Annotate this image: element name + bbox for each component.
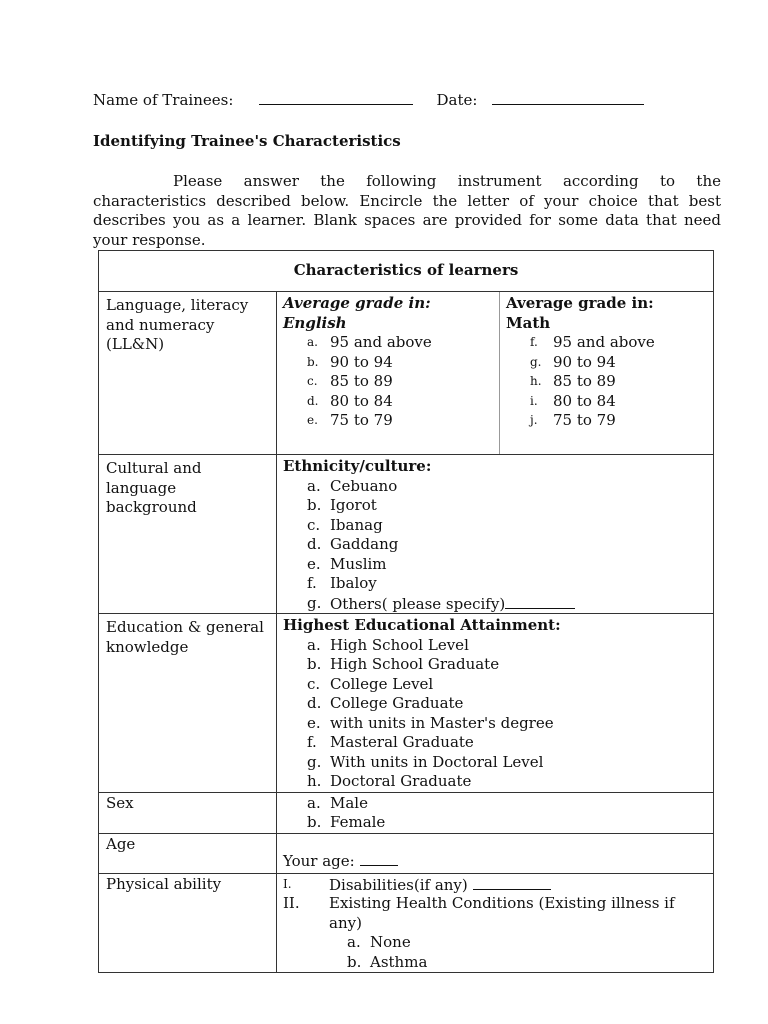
sex-cell [277,792,714,833]
option-letter: g. [530,354,542,369]
option-letter: a. [307,476,321,495]
specify-field[interactable] [505,594,575,609]
math-cell [500,292,714,455]
option-letter: I. [283,876,292,891]
date-label: Date: [436,91,478,109]
culture-option[interactable] [307,555,713,575]
physical-item[interactable] [283,894,705,933]
sex-options [277,794,713,833]
culture-option[interactable] [307,516,713,536]
health-option[interactable] [347,953,713,973]
english-option[interactable] [307,411,499,431]
option-text: College Level [330,674,434,693]
option-letter: h. [530,374,542,388]
education-title: Highest Educational Attainment: [283,616,561,634]
option-letter: c. [307,674,321,693]
option-letter: j. [530,413,538,427]
option-text: Muslim [330,554,387,573]
education-option[interactable] [307,675,713,695]
option-text: 80 to 84 [553,391,616,410]
llan-label: Language, literacy and numeracy (LL&N) [99,292,277,455]
english-option[interactable] [307,372,499,392]
culture-title: Ethnicity/culture: [283,457,432,475]
option-text: with units in Master's degree [330,713,554,732]
option-letter: g. [307,752,322,771]
english-cell [277,292,500,455]
option-letter: c. [307,374,318,388]
instructions-text: Please answer the following instrument according to the characteristics described below. Encircle the letter of your choice that best describes you as a learner. Blank spaces are provided for some data that need your response. [93,172,721,249]
physical-label: Physical ability [99,873,277,973]
option-letter: d. [307,393,319,408]
option-letter: e. [307,554,321,573]
culture-option[interactable] [307,594,713,614]
option-text: High School Level [330,635,469,654]
option-letter: f. [530,335,538,349]
table-heading: Characteristics of learners [99,251,714,292]
option-text: 95 and above [330,333,432,351]
option-text: High School Graduate [330,655,500,673]
math-title: Average grade in: Math [506,294,654,332]
characteristics-table [98,250,714,973]
sex-option[interactable] [307,813,713,833]
age-label: Age [99,833,277,873]
option-letter: a. [347,933,361,951]
option-letter: b. [307,354,319,369]
education-option[interactable] [307,636,713,656]
option-letter: b. [307,496,322,514]
education-label: Education & general knowledge [99,614,277,793]
age-cell [277,833,714,873]
culture-option[interactable] [307,477,713,497]
health-option[interactable] [347,933,713,953]
education-option[interactable] [307,733,713,753]
option-letter: a. [307,793,321,812]
education-option[interactable] [307,753,713,773]
option-text: 85 to 89 [330,372,393,390]
date-field[interactable] [492,89,644,105]
education-options [277,636,713,792]
education-option[interactable] [307,655,713,675]
option-letter: h. [307,772,322,790]
name-field[interactable] [259,89,413,105]
page-title: Identifying Trainee's Characteristics [93,132,401,150]
option-letter: II. [283,894,300,912]
education-cell [277,614,714,793]
option-letter: a. [307,635,321,654]
option-text: 75 to 79 [553,411,616,429]
option-text: 95 and above [553,333,655,351]
physical-items [277,875,713,934]
culture-option[interactable] [307,574,713,594]
option-text: Female [330,813,386,831]
physical-cell [277,873,714,973]
option-text: Asthma [370,952,428,971]
option-letter: e. [307,413,318,427]
math-option[interactable] [530,333,713,353]
option-text: Others( please specify) [330,594,506,613]
option-text: Male [330,793,368,812]
option-letter: f. [307,574,317,592]
option-text: 80 to 84 [330,391,393,410]
age-field[interactable] [360,851,398,866]
option-text: 90 to 94 [553,352,616,371]
option-letter: f. [307,733,317,751]
math-option[interactable] [530,411,713,431]
age-prompt: Your age: [283,852,355,870]
name-label: Name of Trainees: [93,91,234,109]
option-text: Disabilities(if any) [329,875,468,894]
english-title: Average grade in: English [283,294,431,332]
option-letter: e. [307,713,321,732]
option-text: Cebuano [330,476,398,495]
option-text: Igorot [330,496,377,514]
option-text: 85 to 89 [553,372,616,390]
option-letter: i. [530,393,538,408]
option-text: 90 to 94 [330,352,393,371]
sex-option[interactable] [307,794,713,814]
culture-label: Cultural and language background [99,455,277,614]
option-text: None [370,933,411,951]
header-line [93,89,673,111]
option-text: 75 to 79 [330,411,393,429]
culture-option[interactable] [307,535,713,555]
option-text: Doctoral Graduate [330,772,472,790]
option-letter: a. [307,335,318,349]
education-option[interactable] [307,772,713,792]
instructions [93,172,721,250]
physical-item[interactable] [283,875,705,895]
english-options [277,333,499,431]
option-text: With units in Doctoral Level [330,752,544,771]
option-text: Gaddang [330,535,399,553]
option-text: Masteral Graduate [330,733,474,751]
option-letter: b. [307,655,322,673]
option-text: Ibanag [330,515,383,534]
math-options [500,333,713,431]
option-letter: g. [307,593,322,612]
option-letter: b. [347,952,362,971]
math-option[interactable] [530,353,713,373]
education-option[interactable] [307,694,713,714]
option-letter: d. [307,694,322,712]
option-letter: b. [307,813,322,831]
culture-options [277,477,713,614]
math-option[interactable] [530,372,713,392]
education-option[interactable] [307,714,713,734]
option-text: College Graduate [330,694,464,712]
option-text: Existing Health Conditions (Existing illness if any) [329,894,675,932]
option-letter: c. [307,515,321,534]
english-option[interactable] [307,333,499,353]
english-option[interactable] [307,392,499,412]
disability-field[interactable] [473,875,551,890]
english-option[interactable] [307,353,499,373]
sex-label: Sex [99,792,277,833]
culture-cell [277,455,714,614]
option-text: Ibaloy [330,574,377,592]
health-options [277,933,713,972]
option-letter: d. [307,535,322,553]
math-option[interactable] [530,392,713,412]
culture-option[interactable] [307,496,713,516]
